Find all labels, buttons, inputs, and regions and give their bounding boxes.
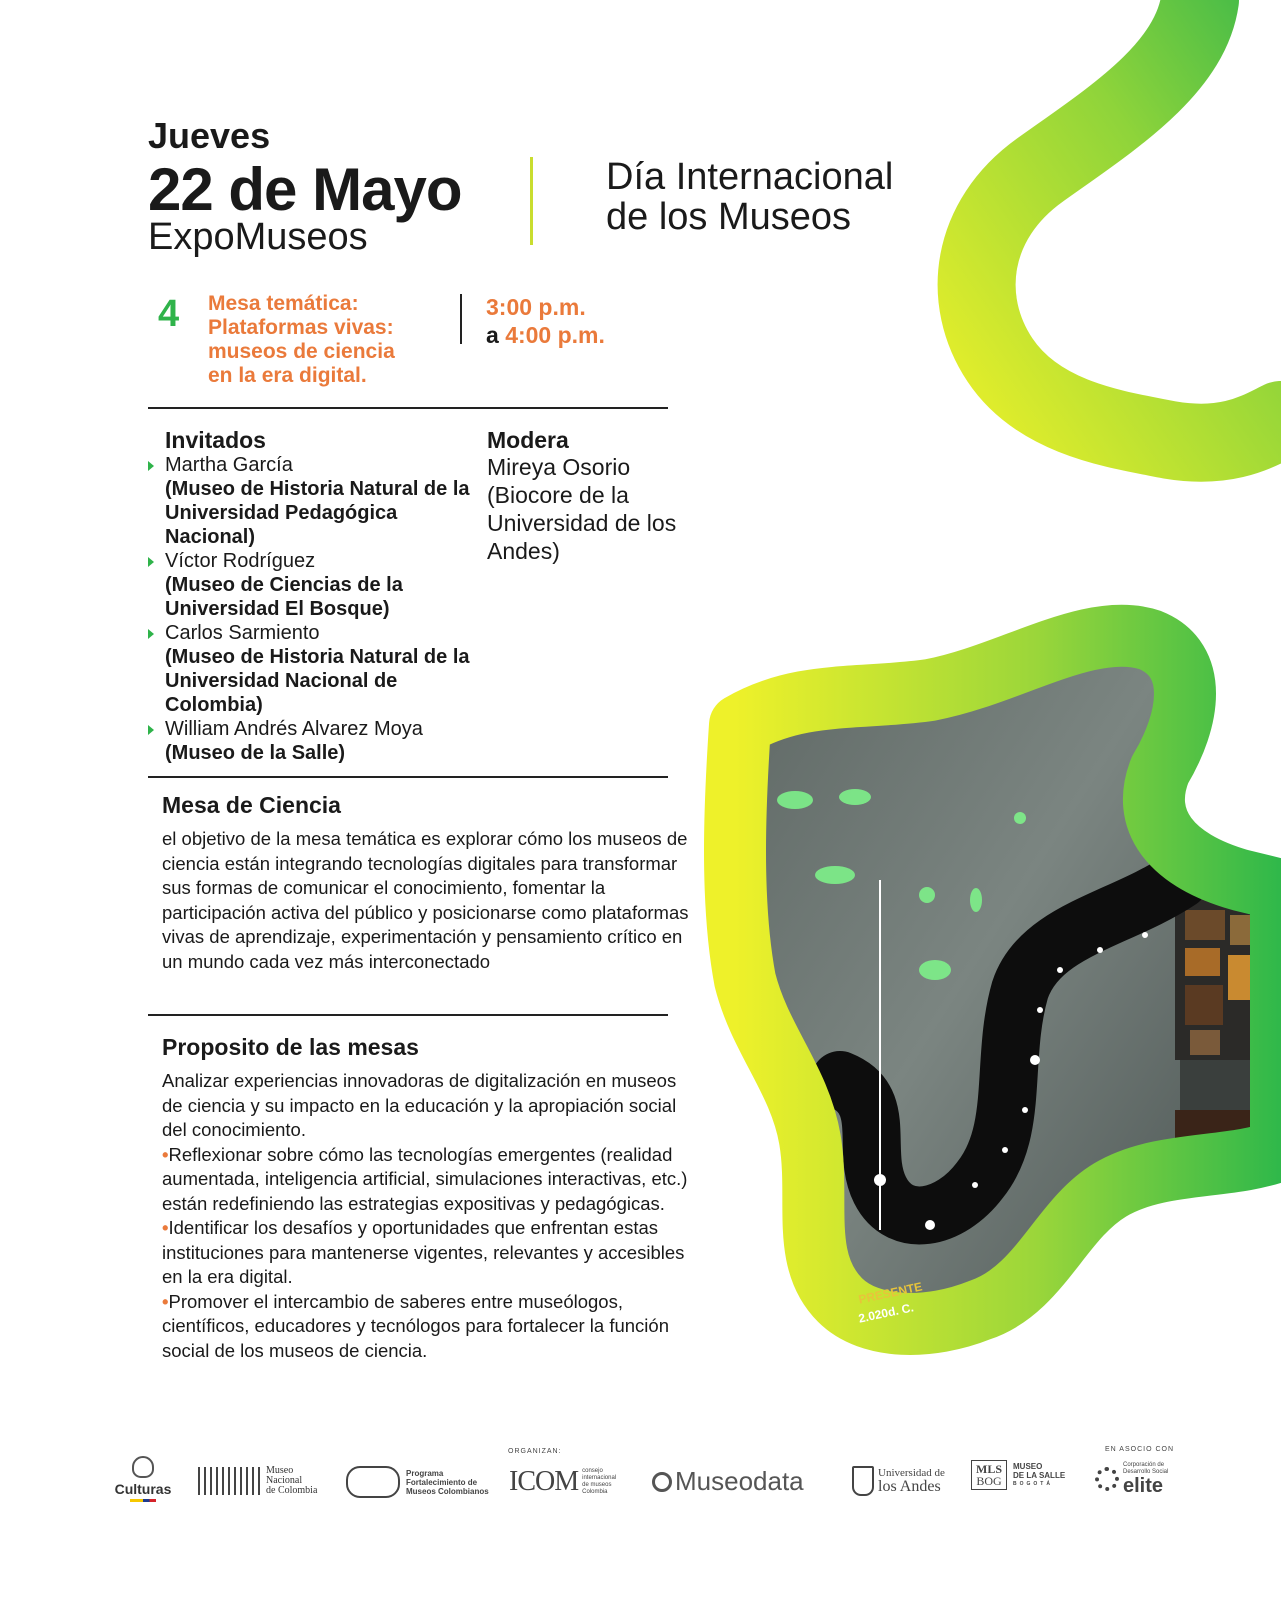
logo-text: Programa [406,1468,444,1478]
mesa-ciencia-section [162,791,692,974]
bullet-dot-icon: • [162,1217,169,1238]
uniandes-shield-icon [852,1466,874,1496]
event-name: ExpoMuseos [148,216,368,258]
event-date: 22 de Mayo [148,156,462,223]
bullet-dot-icon: • [162,1143,169,1165]
session-title [208,292,438,388]
session-time-start: 3:00 p.m. [486,294,586,320]
session-number: 4 [158,293,180,335]
mls-box [971,1460,1007,1490]
museodata-icon [652,1472,672,1492]
logo-icom [509,1466,616,1498]
logo-text: Universidad de [878,1467,945,1479]
guest-institution: (Museo de Ciencias de la Universidad El Bosque) [165,574,403,620]
proposito-bullet-text: Identificar los desafíos y oportunidades que enfrentan estas instituciones para mantenerse vigentes, relevantes y accesibles en la era digital. [162,1217,685,1287]
logo-museodata-text: Museodata [675,1466,804,1496]
divider-line [148,407,668,409]
session-title-line: en la era digital. [208,364,367,387]
asocio-label: EN ASOCIO CON [1105,1446,1175,1453]
logo-text: Desarrollo Social [1123,1469,1169,1475]
logo-uniandes [852,1466,945,1496]
proposito-bullet-text: Reflexionar sobre cómo las tecnologías emergentes (realidad aumentada, inteligencia artificial, simulaciones interactivas, etc.) están redefiniendo las estrategias expositivas y pedagógicas. [162,1143,688,1214]
organizan-label: ORGANIZAN: [508,1448,562,1455]
logo-programa-fortalecimiento [346,1466,489,1498]
event-title-line1: Día Internacional [606,156,894,198]
header-divider [530,157,533,245]
event-day: Jueves [148,115,271,156]
mesa-ciencia-text: el objetivo de la mesa temática es explorar cómo los museos de ciencia están integrando tecnologías digitales para transformar sus formas de comunicar el conocimiento, fomentar la participación activa del público y posicionarse como plataformas vivas de aprendizaje, experimentación y pensamiento crítico en un mundo cada vez más interconectado [162,828,689,972]
guest-name: Carlos Sarmiento [165,622,320,644]
guest-name: William Andrés Alvarez Moya [165,718,423,740]
logo-text: consejo [582,1468,603,1474]
logo-text: Corporación de [1123,1462,1165,1468]
guest-name: Víctor Rodríguez [165,550,316,572]
guest-item [165,717,475,765]
logo-text: Fortalecimiento de [406,1477,478,1487]
proposito-bullet-text: Promover el intercambio de saberes entre museólogos, científicos, educadores y tecnólogos para fortalecer la función social de los museos de ciencia. [162,1290,669,1361]
session-title-line: Plataformas vivas: [208,316,394,339]
moderator-heading: Modera [487,427,569,453]
logo-text: de Colombia [266,1485,318,1496]
logo-text: DE LA SALLE [1013,1470,1066,1480]
logo-icom-text: ICOM [509,1466,579,1497]
guest-item [165,549,475,621]
logo-culturas [108,1456,178,1502]
photo-label-presente: PRESENTE [857,1279,924,1307]
guests-heading: Invitados [165,427,266,453]
logo-text: de museos [582,1482,612,1488]
guest-name: Martha García [165,454,293,476]
event-title [606,157,966,237]
session-time-end: 4:00 p.m. [505,322,605,348]
guest-institution: (Museo de la Salle) [165,742,346,764]
logo-text: BOG [976,1474,1002,1488]
logo-culturas-text: Culturas [114,1481,172,1497]
session-time-end-line [486,321,605,349]
proposito-intro: Analizar experiencias innovadoras de digitalización en museos de ciencia y su impacto en la educación y la apropiación social del conocimiento. [162,1070,677,1140]
logo-text: MLS [976,1462,1003,1476]
logo-text: Museos Colombianos [406,1486,489,1496]
logo-text: Museo [266,1465,294,1476]
session-title-line: museos de ciencia [208,340,395,363]
session-divider [460,294,462,344]
moderator-name: Mireya Osorio (Biocore de la Universidad de los Andes) [487,454,677,564]
guest-item [165,621,475,717]
coat-of-arms-icon [132,1456,154,1478]
logo-museodata [652,1466,804,1497]
logo-text: los Andes [878,1478,941,1495]
logo-text: internacional [582,1475,617,1481]
logo-elite [1095,1462,1168,1496]
guest-institution: (Museo de Historia Natural de la Universidad Nacional de Colombia) [165,646,470,716]
moderator-section [487,427,677,565]
bullet-arrow-icon [148,725,154,735]
proposito-bullet [162,1290,692,1364]
logo-text: MUSEO [1013,1461,1043,1471]
bullet-arrow-icon [148,461,154,471]
event-title-line2: de los Museos [606,196,852,238]
logo-text: Colombia [582,1489,608,1495]
proposito-heading: Proposito de las mesas [162,1034,419,1060]
logo-text: Nacional [266,1475,303,1486]
proposito-bullet [162,1143,692,1217]
bullet-arrow-icon [148,629,154,639]
bullet-arrow-icon [148,557,154,567]
guest-item [165,453,475,549]
proposito-section [162,1033,692,1363]
mesa-ciencia-heading: Mesa de Ciencia [162,792,341,818]
logo-text: BOGOTÁ [1013,1480,1053,1487]
divider-line [148,1014,668,1016]
guest-institution: (Museo de Historia Natural de la Universidad Pedagógica Nacional) [165,478,470,548]
guests-section [165,427,475,765]
divider-line [148,776,668,778]
photo-label-year: 2.020d. C. [857,1300,915,1326]
logo-museo-la-salle [971,1460,1065,1490]
time-connector: a [486,322,499,348]
logo-elite-text: elite [1123,1475,1164,1497]
gear-icon [1095,1467,1119,1491]
bullet-dot-icon: • [162,1290,169,1312]
session-title-line: Mesa temática: [208,292,359,315]
logo-museo-nacional [198,1466,317,1496]
programa-icon [346,1466,400,1498]
flag-stripe-icon [130,1499,156,1502]
proposito-bullet [162,1216,692,1290]
columns-icon [198,1467,260,1495]
